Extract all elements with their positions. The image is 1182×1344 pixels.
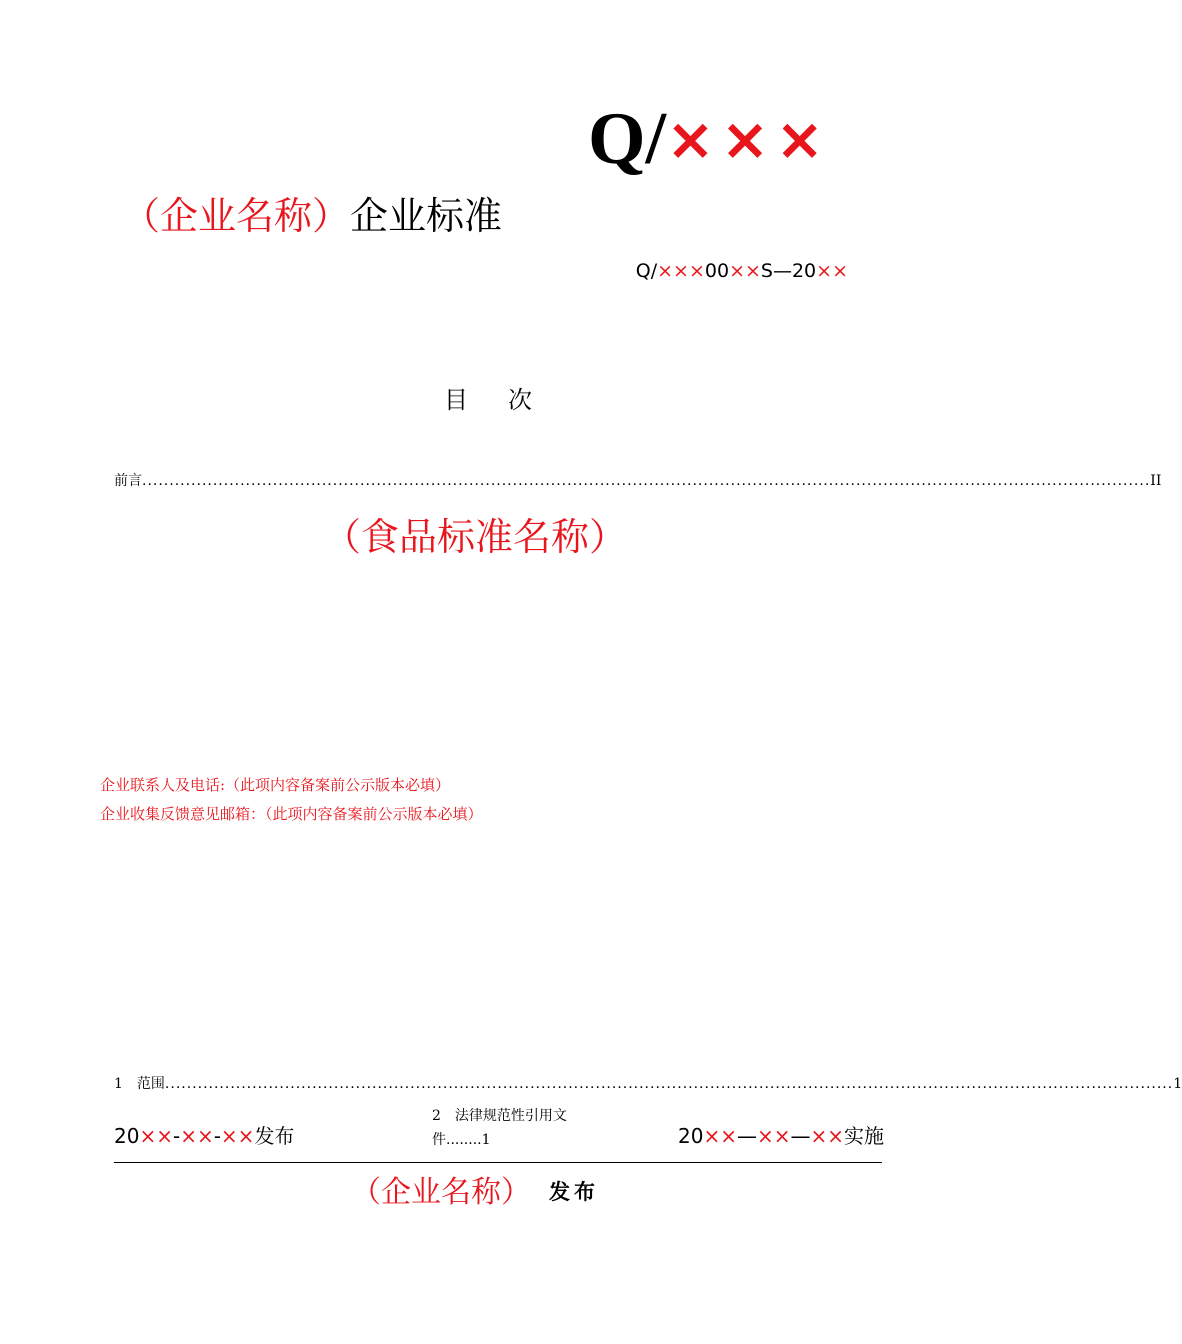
publish-label: 发布 (254, 1124, 295, 1148)
standard-code (588, 98, 830, 179)
toc-title-char: 次 (508, 386, 532, 414)
publisher-company-placeholder: （企业名称） (351, 1175, 531, 1210)
divider-line (114, 1162, 882, 1163)
standard-number-placeholder: ×× (729, 260, 761, 282)
contact-info (100, 771, 483, 829)
date-separator: — (790, 1124, 811, 1148)
standard-number-part: S—20 (760, 260, 817, 282)
standard-number-placeholder: ×× (816, 260, 848, 282)
contact-email-line: 企业收集反馈意见邮箱：（此项内容备案前公示版本必填） (100, 805, 483, 823)
date-placeholder: ×× (810, 1124, 844, 1148)
date-placeholder: ×× (180, 1124, 214, 1148)
publish-date (114, 1122, 294, 1150)
company-name-placeholder: （企业名称） (122, 194, 351, 238)
toc-entry-preface[interactable] (114, 471, 1162, 491)
toc-title (444, 384, 532, 416)
date-placeholder: ×× (139, 1124, 173, 1148)
date-placeholder: ×× (703, 1124, 737, 1148)
standard-code-prefix: Q/ (588, 98, 667, 180)
date-part: 20 (114, 1124, 140, 1148)
standard-number-part: 00 (704, 260, 730, 282)
toc-entry-scope[interactable] (114, 1074, 1182, 1094)
standard-number-placeholder: ××× (657, 260, 705, 282)
toc-title-char: 目 (444, 386, 468, 414)
publisher-issue-label: 发布 (549, 1180, 599, 1204)
implement-label: 实施 (844, 1124, 884, 1148)
standard-number (636, 258, 848, 284)
date-placeholder: ×× (756, 1124, 791, 1148)
date-separator: - (213, 1124, 221, 1148)
enterprise-standard-label: 企业标准 (350, 194, 503, 238)
publisher (0, 1170, 950, 1215)
toc-entry-page: II (1150, 473, 1162, 489)
date-separator: — (736, 1124, 757, 1148)
enterprise-standard-title (122, 192, 502, 240)
standard-number-part: Q/ (635, 260, 658, 282)
contact-phone-line: 企业联系人及电话:（此项内容备案前公示版本必填） (100, 776, 451, 794)
toc-entry-page: 1 (1173, 1076, 1182, 1092)
toc-leader-dots: ......................................................................................................................................................................................... (142, 473, 1151, 489)
implement-date (678, 1122, 884, 1150)
toc-entry-label: 前言 (114, 473, 142, 489)
date-placeholder: ×× (220, 1124, 255, 1148)
toc-leader-dots: ......................................................................................................................................................................................... (164, 1076, 1174, 1092)
standard-code-placeholder: ××× (666, 105, 830, 173)
date-part: 20 (678, 1124, 704, 1148)
toc-entry-label: 1 范围 (114, 1076, 165, 1092)
toc-entry-normative-references[interactable]: 2 法律规范性引用文件........1 (432, 1108, 567, 1148)
food-standard-name: （食品标准名称） (322, 515, 627, 559)
date-separator: - (172, 1124, 181, 1148)
